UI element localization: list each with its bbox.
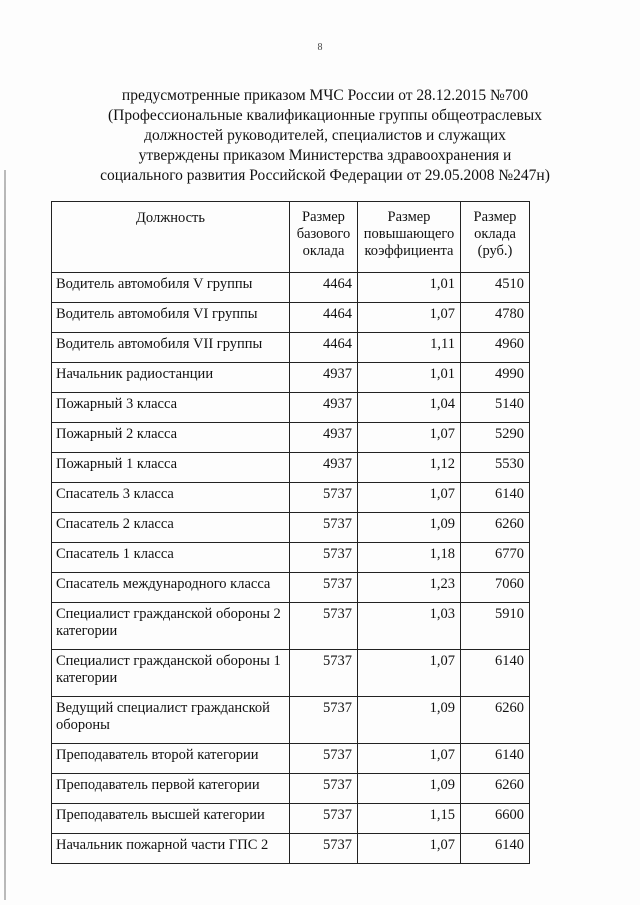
table-row [52, 333, 530, 363]
cell-coefficient: 1,01 [358, 363, 461, 393]
table-header-row [52, 202, 530, 273]
cell-base-salary: 4464 [290, 333, 358, 363]
cell-base-salary: 5737 [290, 603, 358, 650]
cell-position: Специалист гражданской обороны 1 категории [52, 650, 290, 697]
header-salary: Размер оклада (руб.) [461, 202, 530, 273]
cell-salary: 6770 [461, 543, 530, 573]
header-coefficient: Размер повышающего коэффициента [358, 202, 461, 273]
table-row [52, 483, 530, 513]
cell-coefficient: 1,07 [358, 744, 461, 774]
table-row [52, 303, 530, 333]
header-base-salary: Размер базового оклада [290, 202, 358, 273]
cell-salary: 6140 [461, 744, 530, 774]
cell-base-salary: 5737 [290, 650, 358, 697]
cell-base-salary: 5737 [290, 804, 358, 834]
cell-salary: 6260 [461, 697, 530, 744]
cell-base-salary: 5737 [290, 834, 358, 864]
cell-coefficient: 1,01 [358, 273, 461, 303]
cell-position: Спасатель 1 класса [52, 543, 290, 573]
table-row [52, 393, 530, 423]
scan-edge-mark [4, 170, 6, 900]
cell-base-salary: 5737 [290, 483, 358, 513]
cell-position: Пожарный 3 класса [52, 393, 290, 423]
cell-salary: 4960 [461, 333, 530, 363]
cell-base-salary: 4937 [290, 423, 358, 453]
cell-base-salary: 4937 [290, 393, 358, 423]
table-row [52, 453, 530, 483]
cell-base-salary: 5737 [290, 774, 358, 804]
cell-coefficient: 1,04 [358, 393, 461, 423]
table-row [52, 804, 530, 834]
cell-coefficient: 1,09 [358, 513, 461, 543]
document-heading [60, 86, 590, 186]
cell-position: Водитель автомобиля VII группы [52, 333, 290, 363]
heading-line: социального развития Российской Федерации от 29.05.2008 №247н) [100, 167, 550, 184]
cell-position: Пожарный 1 класса [52, 453, 290, 483]
table-body [52, 273, 530, 864]
cell-position: Водитель автомобиля V группы [52, 273, 290, 303]
table-row [52, 543, 530, 573]
table-row [52, 650, 530, 697]
cell-salary: 4780 [461, 303, 530, 333]
table-row [52, 273, 530, 303]
cell-coefficient: 1,15 [358, 804, 461, 834]
cell-position: Преподаватель высшей категории [52, 804, 290, 834]
cell-coefficient: 1,07 [358, 650, 461, 697]
heading-line: предусмотренные приказом МЧС России от 28.12.2015 №700 [121, 87, 529, 104]
cell-coefficient: 1,12 [358, 453, 461, 483]
cell-position: Спасатель 2 класса [52, 513, 290, 543]
cell-salary: 6140 [461, 483, 530, 513]
cell-salary: 7060 [461, 573, 530, 603]
cell-position: Водитель автомобиля VI группы [52, 303, 290, 333]
page-number: 8 [317, 42, 323, 53]
cell-position: Ведущий специалист гражданской обороны [52, 697, 290, 744]
cell-base-salary: 5737 [290, 513, 358, 543]
table-row [52, 363, 530, 393]
cell-base-salary: 4464 [290, 303, 358, 333]
cell-salary: 5290 [461, 423, 530, 453]
cell-base-salary: 4937 [290, 363, 358, 393]
heading-line: должностей руководителей, специалистов и служащих [144, 127, 506, 144]
cell-coefficient: 1,11 [358, 333, 461, 363]
heading-line: утверждены приказом Министерства здравоохранения и [138, 147, 512, 164]
table-row [52, 573, 530, 603]
table-row [52, 744, 530, 774]
cell-position: Специалист гражданской обороны 2 категории [52, 603, 290, 650]
cell-salary: 4510 [461, 273, 530, 303]
cell-position: Начальник радиостанции [52, 363, 290, 393]
cell-salary: 6600 [461, 804, 530, 834]
cell-coefficient: 1,23 [358, 573, 461, 603]
cell-coefficient: 1,07 [358, 834, 461, 864]
table-row [52, 603, 530, 650]
cell-base-salary: 5737 [290, 744, 358, 774]
cell-base-salary: 5737 [290, 543, 358, 573]
salary-table [51, 201, 530, 864]
cell-base-salary: 4937 [290, 453, 358, 483]
cell-salary: 5530 [461, 453, 530, 483]
heading-line: (Профессиональные квалификационные группы общеотраслевых [108, 107, 542, 124]
table-row [52, 697, 530, 744]
cell-coefficient: 1,07 [358, 483, 461, 513]
cell-base-salary: 4464 [290, 273, 358, 303]
table-row [52, 774, 530, 804]
cell-position: Преподаватель первой категории [52, 774, 290, 804]
cell-salary: 6140 [461, 834, 530, 864]
cell-position: Спасатель международного класса [52, 573, 290, 603]
cell-base-salary: 5737 [290, 697, 358, 744]
header-position: Должность [52, 202, 290, 273]
cell-salary: 6260 [461, 513, 530, 543]
cell-salary: 4990 [461, 363, 530, 393]
cell-salary: 5140 [461, 393, 530, 423]
cell-coefficient: 1,03 [358, 603, 461, 650]
table-row [52, 834, 530, 864]
cell-coefficient: 1,09 [358, 774, 461, 804]
cell-coefficient: 1,18 [358, 543, 461, 573]
cell-salary: 6260 [461, 774, 530, 804]
cell-position: Начальник пожарной части ГПС 2 [52, 834, 290, 864]
cell-position: Спасатель 3 класса [52, 483, 290, 513]
cell-coefficient: 1,09 [358, 697, 461, 744]
table-row [52, 423, 530, 453]
cell-coefficient: 1,07 [358, 423, 461, 453]
cell-base-salary: 5737 [290, 573, 358, 603]
cell-position: Пожарный 2 класса [52, 423, 290, 453]
cell-salary: 6140 [461, 650, 530, 697]
cell-coefficient: 1,07 [358, 303, 461, 333]
table-row [52, 513, 530, 543]
cell-salary: 5910 [461, 603, 530, 650]
cell-position: Преподаватель второй категории [52, 744, 290, 774]
